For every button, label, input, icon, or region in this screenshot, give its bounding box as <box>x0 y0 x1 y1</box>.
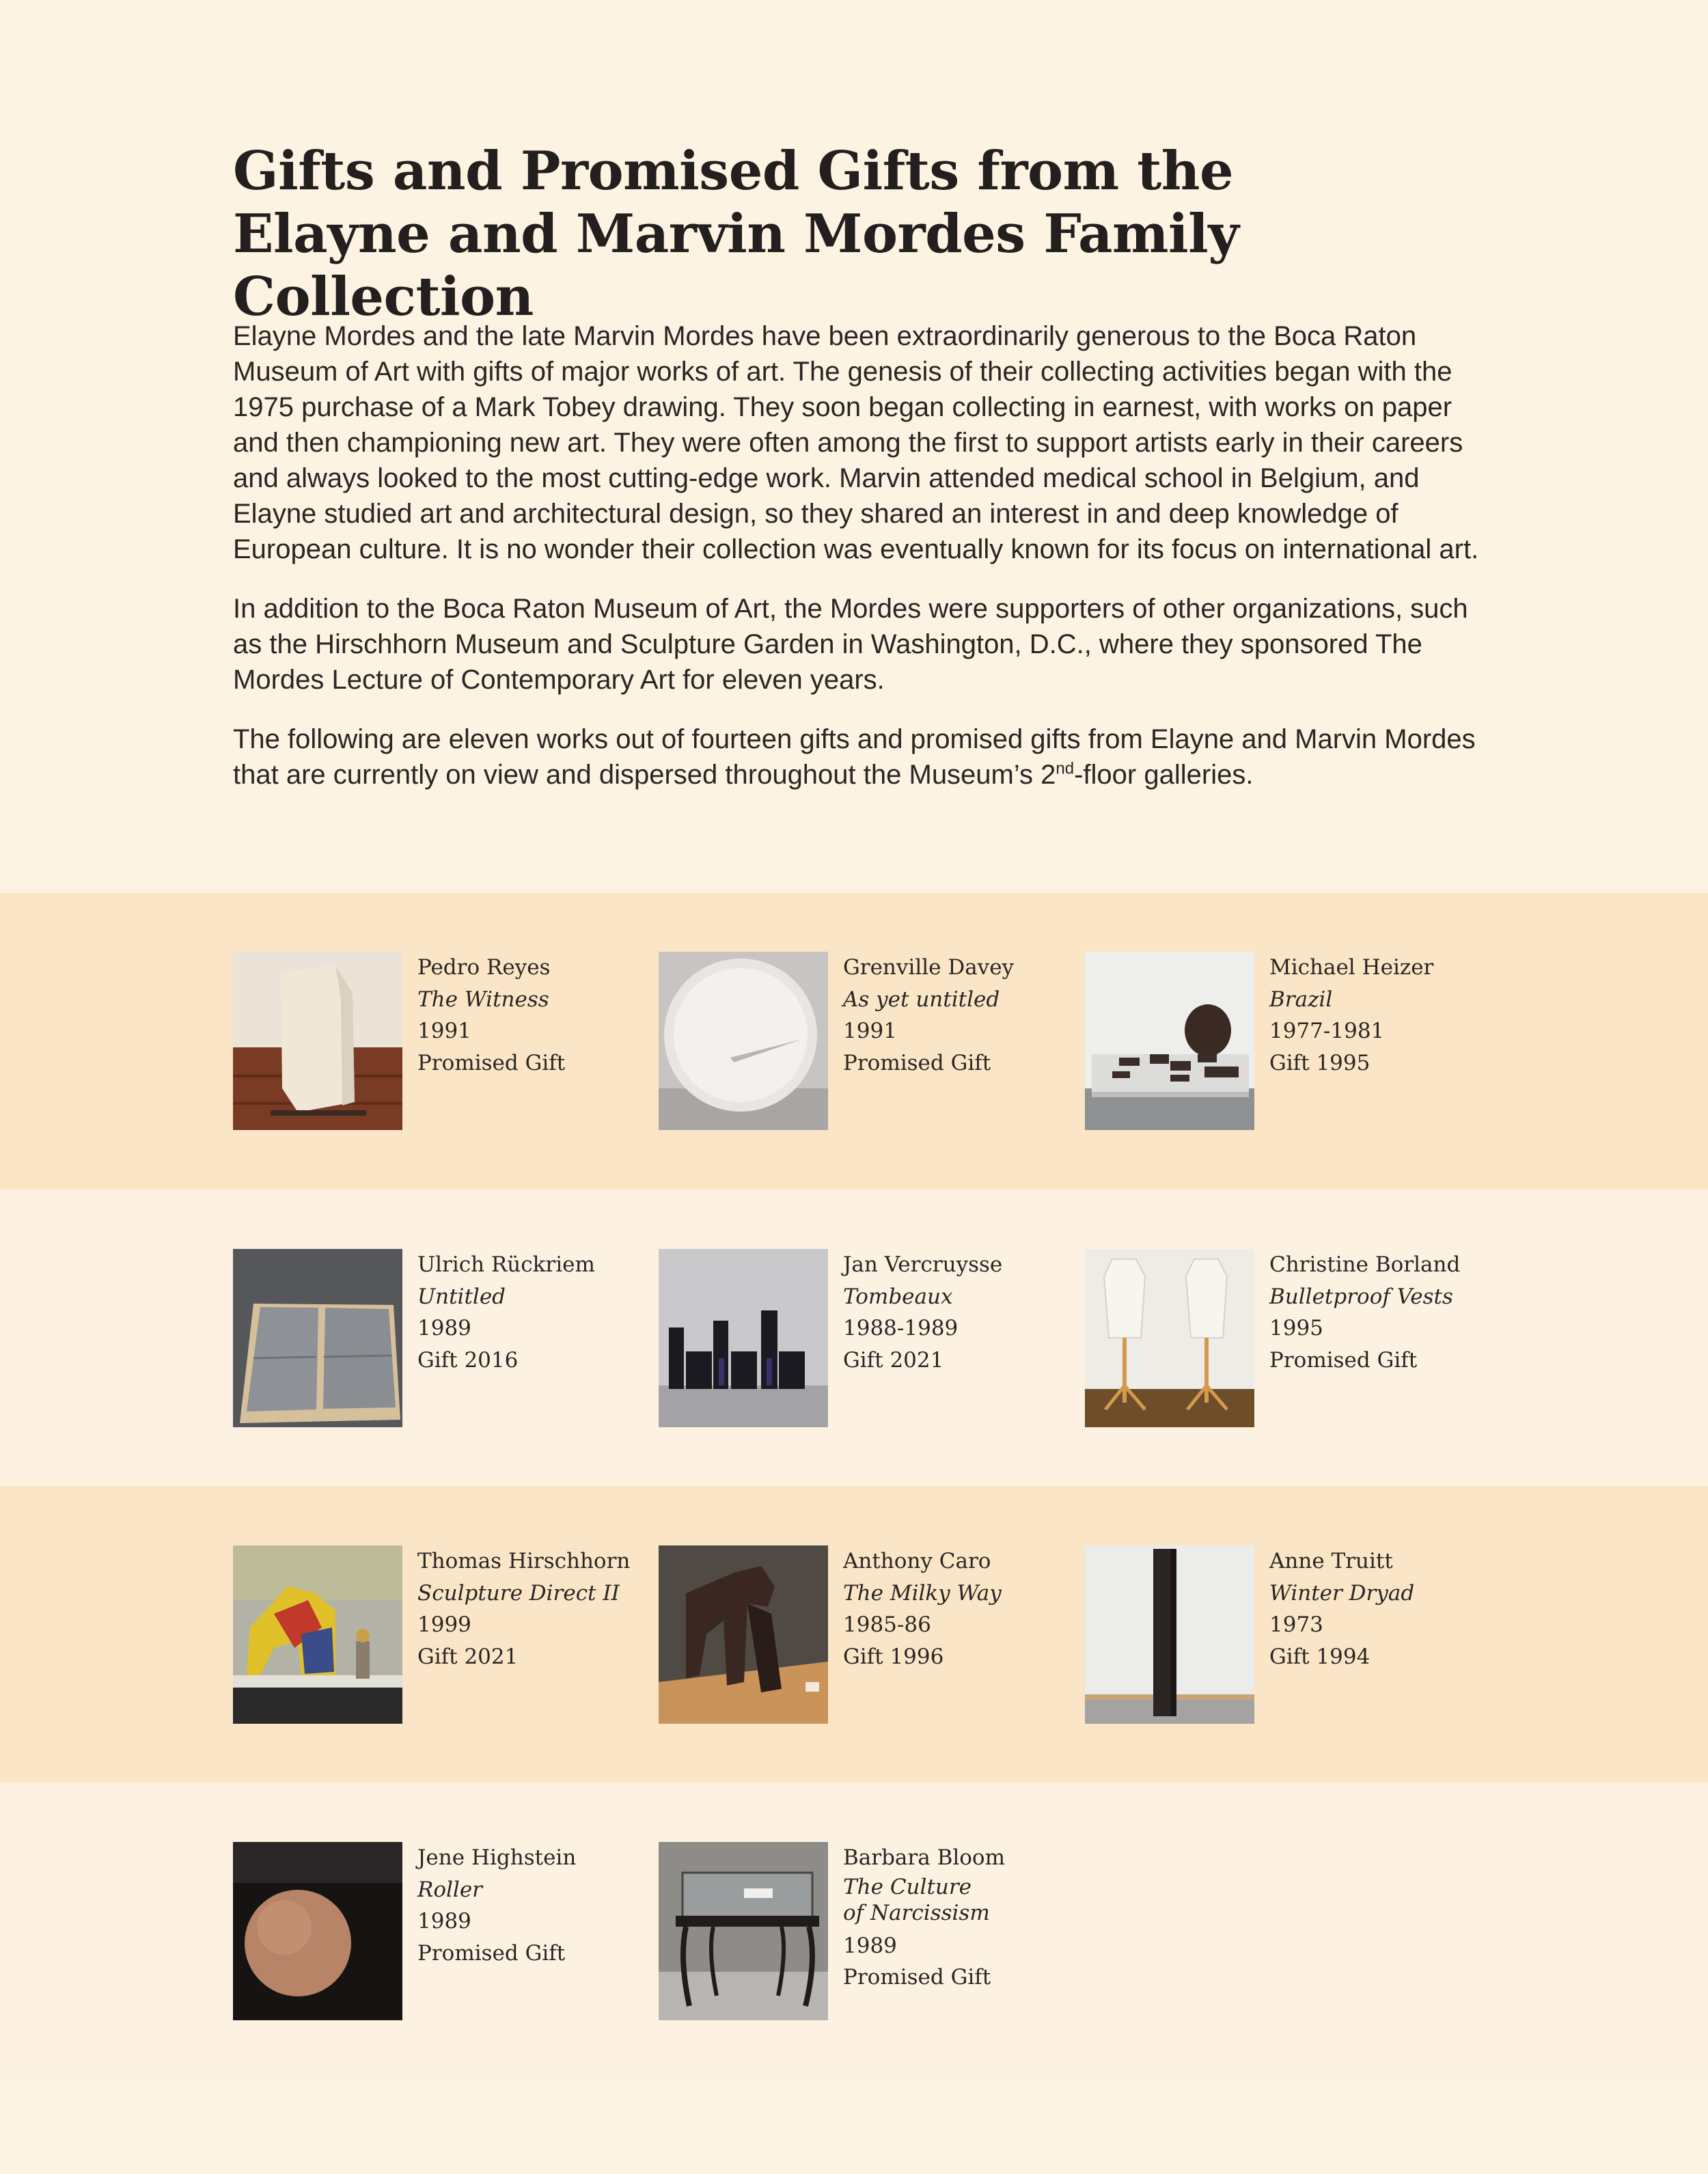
artwork-title: Sculpture Direct II <box>417 1580 620 1606</box>
intro-paragraph-3-end: -floor galleries. <box>1074 760 1254 790</box>
artwork-title: The Witness <box>417 987 549 1012</box>
artwork-title: Roller <box>417 1877 482 1902</box>
artwork-year: 1989 <box>843 1933 897 1958</box>
artwork-credit: Gift 2016 <box>417 1347 519 1373</box>
artist-name: Thomas Hirschhorn <box>417 1549 631 1573</box>
artwork-thumbnail-the-witness[interactable] <box>233 952 402 1130</box>
page-title-line-1: Gifts and Promised Gifts from the <box>233 140 1234 202</box>
intro-paragraph-3 <box>233 721 1483 793</box>
intro-paragraph-2: In addition to the Boca Raton Museum of Art, the Mordes were supporters of other organizations, such as the Hirschhorn Museum and Sculpture Garden in Washington, D.C., where they sponsored The Mordes Lecture of Contemporary Art for eleven years. <box>233 594 1468 695</box>
work-caption <box>843 1545 1089 1673</box>
artwork-year: 1989 <box>417 1909 471 1934</box>
artwork-year: 1977-1981 <box>1269 1019 1385 1043</box>
artwork-thumbnail-as-yet-untitled[interactable] <box>659 952 828 1130</box>
artwork-title-line-2: of Narcissism <box>843 1900 990 1925</box>
artwork-credit: Gift 2021 <box>417 1644 519 1669</box>
artwork-year: 1991 <box>843 1019 897 1043</box>
artwork-year: 1989 <box>417 1316 471 1340</box>
artwork-credit: Promised Gift <box>417 1050 566 1075</box>
work-caption <box>843 1249 1089 1376</box>
ordinal-suffix: nd <box>1056 759 1075 778</box>
artwork-thumbnail-winter-dryad[interactable] <box>1085 1545 1254 1724</box>
artwork-credit: Gift 1996 <box>843 1644 944 1669</box>
artwork-credit: Promised Gift <box>417 1940 566 1966</box>
intro-paragraph-3-text: The following are eleven works out of fourteen gifts and promised gifts from Elayne and Marvin Mordes that are currently on view and dispersed throughout the Museum’s 2 <box>233 724 1476 790</box>
artwork-credit: Gift 2021 <box>843 1347 944 1373</box>
work-caption <box>1269 1249 1515 1376</box>
artwork-thumbnail-brazil[interactable] <box>1085 952 1254 1130</box>
work-caption <box>843 1842 1089 1994</box>
work-caption <box>417 952 663 1079</box>
intro-text <box>233 318 1483 816</box>
artwork-title: Winter Dryad <box>1269 1580 1415 1606</box>
artwork-title: The Milky Way <box>843 1580 1002 1606</box>
artwork-year: 1973 <box>1269 1612 1323 1637</box>
artwork-thumbnail-tombeaux[interactable] <box>659 1249 828 1427</box>
artwork-credit: Promised Gift <box>843 1965 991 1990</box>
artwork-thumbnail-bulletproof-vests[interactable] <box>1085 1249 1254 1427</box>
artwork-year: 1988-1989 <box>843 1316 959 1340</box>
intro-paragraph-1: Elayne Mordes and the late Marvin Mordes have been extraordinarily generous to the Boca Raton Museum of Art with gifts of major works of art. The genesis of their collecting activities began with the 1975 purchase of a Mark Tobey drawing. They soon began collecting in earnest, with works on paper and then championing new art. They were often among the first to support artists early in their careers and always looked to the most cutting-edge work. Marvin attended medical school in Belgium, and Elayne studied art and architectural design, so they shared an interest in and deep knowledge of European culture. It is no wonder their collection was eventually known for its focus on international art. <box>233 321 1479 564</box>
work-caption <box>1269 952 1515 1079</box>
artist-name: Jene Highstein <box>417 1845 577 1870</box>
artwork-credit: Gift 1994 <box>1269 1644 1370 1669</box>
artist-name: Michael Heizer <box>1269 955 1434 980</box>
work-caption <box>1269 1545 1515 1673</box>
work-caption <box>417 1249 663 1376</box>
artwork-title: As yet untitled <box>843 987 1000 1012</box>
artwork-thumbnail-untitled[interactable] <box>233 1249 402 1427</box>
artwork-thumbnail-sculpture-direct-ii[interactable] <box>233 1545 402 1724</box>
artwork-credit: Gift 1995 <box>1269 1050 1370 1075</box>
artist-name: Christine Borland <box>1269 1252 1461 1277</box>
artwork-year: 1999 <box>417 1612 471 1637</box>
artist-name: Ulrich Rückriem <box>417 1252 595 1277</box>
page-title-line-2: Elayne and Marvin Mordes Family Collection <box>233 203 1239 328</box>
artwork-title: Bulletproof Vests <box>1269 1284 1453 1309</box>
artwork-title: Untitled <box>417 1284 506 1309</box>
artwork-credit: Promised Gift <box>1269 1347 1418 1373</box>
artist-name: Pedro Reyes <box>417 955 551 980</box>
page-title <box>233 140 1531 329</box>
artwork-year: 1985-86 <box>843 1612 931 1637</box>
artwork-thumbnail-the-culture-of-narcissism[interactable] <box>659 1842 828 2020</box>
work-caption <box>843 952 1089 1079</box>
work-caption <box>417 1842 663 1969</box>
artwork-title: Brazil <box>1269 987 1333 1012</box>
artist-name: Anthony Caro <box>843 1549 991 1573</box>
artist-name: Anne Truitt <box>1269 1549 1393 1573</box>
artist-name: Jan Vercruysse <box>843 1252 1003 1277</box>
artwork-thumbnail-the-milky-way[interactable] <box>659 1545 828 1724</box>
artist-name: Grenville Davey <box>843 955 1015 980</box>
work-caption <box>417 1545 663 1673</box>
artwork-title-line-1: The Culture <box>843 1874 972 1899</box>
artwork-credit: Promised Gift <box>843 1050 991 1075</box>
artist-name: Barbara Bloom <box>843 1845 1005 1870</box>
artwork-year: 1991 <box>417 1019 471 1043</box>
artwork-year: 1995 <box>1269 1316 1323 1340</box>
artwork-thumbnail-roller[interactable] <box>233 1842 402 2020</box>
artwork-title: Tombeaux <box>843 1284 953 1309</box>
